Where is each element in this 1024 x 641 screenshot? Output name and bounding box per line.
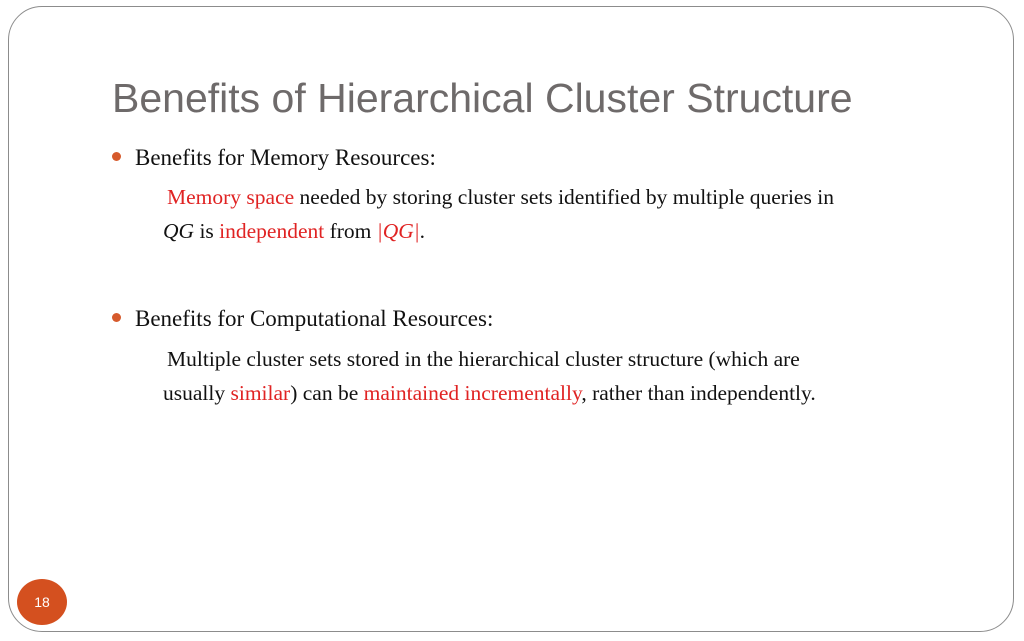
memory-paragraph (163, 180, 973, 248)
bullet-dot-icon (112, 152, 121, 161)
paragraph-text: ) can be (290, 381, 364, 405)
paragraph-text: from (324, 219, 377, 243)
page-number: 18 (34, 594, 50, 610)
paragraph-text: , rather than independently. (581, 381, 816, 405)
slide-title: Benefits of Hierarchical Cluster Structure (112, 75, 853, 121)
bullet-heading: Benefits for Computational Resources: (135, 306, 494, 331)
page-number-badge (17, 579, 67, 625)
bullet-heading: Benefits for Memory Resources: (135, 145, 436, 170)
paragraph-text: usually (163, 381, 231, 405)
highlight-similar: similar (230, 381, 291, 405)
paragraph-text: . (419, 219, 426, 243)
computational-paragraph (163, 342, 973, 410)
bullet-computational (112, 304, 493, 334)
highlight-qg-cardinality: |QG| (376, 219, 420, 243)
bullet-memory (112, 143, 436, 173)
paragraph-text: is (194, 219, 220, 243)
highlight-maintained-incrementally: maintained incrementally (363, 381, 582, 405)
highlight-memory-space: Memory space (167, 185, 295, 209)
paragraph-text: needed by storing cluster sets identified by multiple queries in (294, 185, 834, 209)
bullet-dot-icon (112, 313, 121, 322)
highlight-independent: independent (219, 219, 325, 243)
paragraph-text: Multiple cluster sets stored in the hierarchical cluster structure (which are (167, 347, 800, 371)
paragraph-text-qg: QG (163, 219, 195, 243)
